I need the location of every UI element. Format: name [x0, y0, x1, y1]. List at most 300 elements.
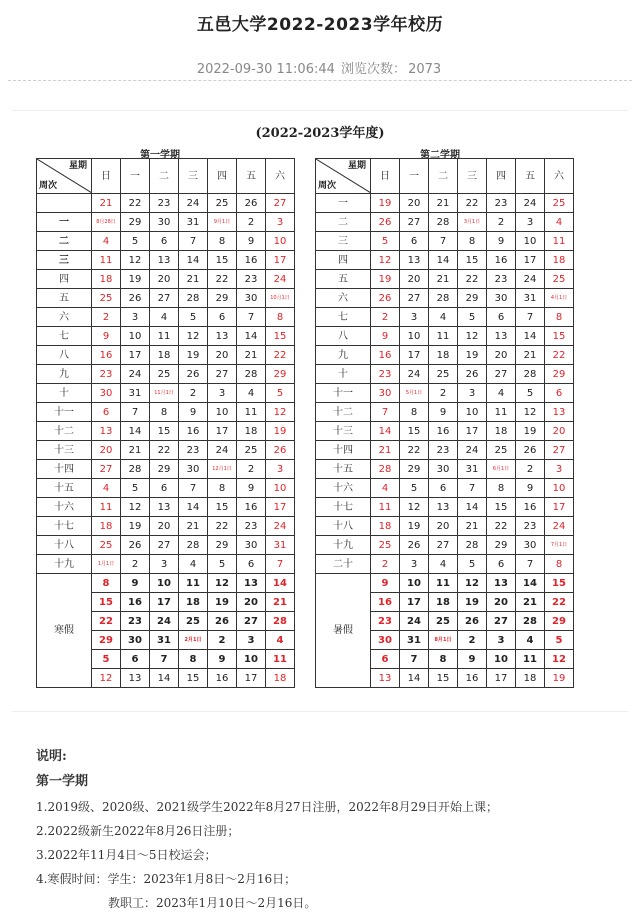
day-cell: 7 — [179, 479, 208, 498]
day-cell: 22 — [545, 593, 574, 612]
week-number: 一 — [316, 194, 371, 213]
day-cell: 24 — [516, 194, 545, 213]
week-row — [316, 384, 574, 403]
corner-weekday-label: 星期 — [68, 161, 87, 171]
day-cell: 3 — [237, 631, 266, 650]
notes-sem1-heading: 第一学期 — [36, 774, 89, 789]
week-row — [37, 441, 295, 460]
day-cell: 9 — [92, 327, 121, 346]
day-cell: 15 — [150, 422, 179, 441]
note-item-continued: 教职工：2023年1月10日～2月16日。 — [108, 896, 317, 910]
week-number: 十七 — [37, 517, 92, 536]
day-cell: 7 — [121, 403, 150, 422]
day-cell: 21 — [458, 517, 487, 536]
day-cell: 7 — [516, 308, 545, 327]
day-cell: 4 — [92, 232, 121, 251]
week-row — [37, 574, 295, 593]
day-cell: 19 — [458, 346, 487, 365]
day-cell: 2 — [208, 631, 237, 650]
week-number: 十九 — [316, 536, 371, 555]
day-cell: 7月1日 — [545, 536, 574, 555]
day-cell: 9 — [371, 574, 400, 593]
day-cell: 29 — [150, 460, 179, 479]
week-number: 五 — [37, 289, 92, 308]
day-cell: 10 — [458, 403, 487, 422]
day-cell: 19 — [400, 517, 429, 536]
day-cell: 3 — [266, 460, 295, 479]
day-cell: 6 — [208, 308, 237, 327]
week-row — [37, 194, 295, 213]
day-cell: 6 — [371, 650, 400, 669]
day-cell: 29 — [92, 631, 121, 650]
day-cell: 4 — [545, 213, 574, 232]
day-cell: 29 — [545, 365, 574, 384]
day-cell: 19 — [179, 346, 208, 365]
day-cell: 3 — [150, 555, 179, 574]
academic-year-title: (2022-2023学年度) — [255, 126, 385, 141]
day-cell: 18 — [487, 422, 516, 441]
day-cell: 2 — [92, 308, 121, 327]
day-cell: 27 — [487, 612, 516, 631]
day-cell: 6 — [150, 232, 179, 251]
day-cell: 19 — [516, 422, 545, 441]
day-cell: 16 — [121, 593, 150, 612]
day-cell: 13 — [487, 574, 516, 593]
week-row — [37, 289, 295, 308]
day-cell: 13 — [121, 669, 150, 688]
day-cell: 15 — [92, 593, 121, 612]
day-cell: 13 — [545, 403, 574, 422]
day-cell: 7 — [516, 555, 545, 574]
day-cell: 23 — [371, 612, 400, 631]
day-cell: 29 — [458, 289, 487, 308]
week-number: 三 — [37, 251, 92, 270]
day-cell: 20 — [400, 270, 429, 289]
day-cell: 12 — [458, 327, 487, 346]
day-cell: 2 — [237, 213, 266, 232]
day-cell: 5 — [208, 555, 237, 574]
day-cell: 26 — [371, 213, 400, 232]
day-cell: 5 — [458, 555, 487, 574]
day-cell: 6 — [121, 650, 150, 669]
week-number: 十一 — [37, 403, 92, 422]
weekday-header: 一 — [121, 159, 150, 194]
week-row — [37, 251, 295, 270]
day-cell: 5 — [266, 384, 295, 403]
day-cell: 27 — [150, 289, 179, 308]
day-cell: 11 — [545, 232, 574, 251]
day-cell: 12 — [121, 251, 150, 270]
day-cell: 4 — [150, 308, 179, 327]
day-cell: 30 — [237, 289, 266, 308]
week-row — [37, 403, 295, 422]
day-cell: 28 — [121, 460, 150, 479]
week-number: 十六 — [316, 479, 371, 498]
week-number: 十四 — [37, 460, 92, 479]
day-cell: 28 — [179, 289, 208, 308]
day-cell: 26 — [516, 441, 545, 460]
day-cell: 18 — [429, 346, 458, 365]
day-cell: 8 — [92, 574, 121, 593]
week-row — [316, 251, 574, 270]
day-cell: 14 — [516, 327, 545, 346]
day-cell: 25 — [92, 289, 121, 308]
week-number: 四 — [316, 251, 371, 270]
day-cell: 6 — [150, 479, 179, 498]
day-cell: 23 — [150, 194, 179, 213]
day-cell: 3 — [400, 555, 429, 574]
day-cell: 4 — [237, 384, 266, 403]
day-cell: 12 — [179, 327, 208, 346]
header-corner — [37, 159, 92, 194]
day-cell: 31 — [516, 289, 545, 308]
day-cell: 13 — [208, 327, 237, 346]
day-cell: 15 — [266, 327, 295, 346]
day-cell: 7 — [371, 403, 400, 422]
day-cell: 13 — [487, 327, 516, 346]
day-cell: 26 — [266, 441, 295, 460]
day-cell: 16 — [237, 251, 266, 270]
day-cell: 4 — [92, 479, 121, 498]
day-cell: 17 — [237, 669, 266, 688]
day-cell: 11月1日 — [150, 384, 179, 403]
day-cell: 8 — [150, 403, 179, 422]
day-cell: 7 — [266, 555, 295, 574]
day-cell: 17 — [487, 669, 516, 688]
day-cell: 6 — [487, 555, 516, 574]
day-cell: 29 — [545, 612, 574, 631]
day-cell: 22 — [92, 612, 121, 631]
day-cell: 12 — [516, 403, 545, 422]
week-number: 十八 — [37, 536, 92, 555]
vacation-label: 寒假 — [37, 574, 92, 688]
note-item: 1.2019级、2020级、2021级学生2022年8月27日注册，2022年8月29日开始上课； — [36, 800, 498, 814]
day-cell: 23 — [429, 441, 458, 460]
day-cell: 4 — [429, 555, 458, 574]
day-cell: 16 — [429, 422, 458, 441]
day-cell: 23 — [121, 612, 150, 631]
day-cell: 15 — [545, 574, 574, 593]
day-cell: 12 — [121, 498, 150, 517]
week-row — [316, 232, 574, 251]
day-cell: 13 — [237, 574, 266, 593]
day-cell: 4 — [516, 631, 545, 650]
week-row — [37, 270, 295, 289]
day-cell: 8月28日 — [92, 213, 121, 232]
week-row — [316, 517, 574, 536]
day-cell: 18 — [266, 669, 295, 688]
day-cell: 21 — [429, 270, 458, 289]
day-cell: 17 — [121, 346, 150, 365]
week-number: 五 — [316, 270, 371, 289]
day-cell: 27 — [400, 289, 429, 308]
day-cell: 8 — [208, 479, 237, 498]
day-cell: 21 — [429, 194, 458, 213]
week-row — [37, 213, 295, 232]
week-row — [316, 365, 574, 384]
day-cell: 24 — [266, 517, 295, 536]
day-cell: 22 — [458, 270, 487, 289]
weekday-header: 日 — [92, 159, 121, 194]
day-cell: 8 — [429, 650, 458, 669]
week-row — [37, 536, 295, 555]
week-number: 八 — [37, 346, 92, 365]
week-row — [316, 441, 574, 460]
day-cell: 2 — [371, 308, 400, 327]
day-cell: 17 — [516, 251, 545, 270]
weekday-header: 四 — [208, 159, 237, 194]
day-cell: 27 — [266, 194, 295, 213]
semester-2-table — [315, 158, 574, 688]
day-cell: 13 — [429, 498, 458, 517]
day-cell: 14 — [179, 251, 208, 270]
day-cell: 19 — [121, 517, 150, 536]
day-cell: 2 — [371, 555, 400, 574]
day-cell: 12月1日 — [208, 460, 237, 479]
day-cell: 8 — [458, 232, 487, 251]
day-cell: 24 — [458, 441, 487, 460]
week-row — [37, 555, 295, 574]
day-cell: 9 — [458, 650, 487, 669]
day-cell: 9 — [487, 232, 516, 251]
week-number: 二十 — [316, 555, 371, 574]
day-cell: 12 — [208, 574, 237, 593]
day-cell: 11 — [150, 327, 179, 346]
day-cell: 24 — [545, 517, 574, 536]
day-cell: 28 — [371, 460, 400, 479]
day-cell: 19 — [208, 593, 237, 612]
day-cell: 27 — [237, 612, 266, 631]
week-number: 十八 — [316, 517, 371, 536]
day-cell: 5 — [121, 232, 150, 251]
day-cell: 18 — [371, 517, 400, 536]
day-cell: 2 — [516, 460, 545, 479]
day-cell: 24 — [266, 270, 295, 289]
day-cell: 16 — [371, 593, 400, 612]
day-cell: 28 — [429, 213, 458, 232]
week-number: 四 — [37, 270, 92, 289]
day-cell: 19 — [121, 270, 150, 289]
day-cell: 9月1日 — [208, 213, 237, 232]
page-title: 五邑大学2022-2023学年校历 — [196, 15, 444, 35]
week-number: 十 — [37, 384, 92, 403]
day-cell: 9 — [371, 327, 400, 346]
weekday-header: 四 — [487, 159, 516, 194]
day-cell: 20 — [92, 441, 121, 460]
day-cell: 25 — [545, 194, 574, 213]
day-cell: 12 — [545, 650, 574, 669]
week-number — [37, 194, 92, 213]
day-cell: 26 — [458, 365, 487, 384]
day-cell: 24 — [400, 365, 429, 384]
day-cell: 26 — [208, 612, 237, 631]
week-row — [316, 289, 574, 308]
day-cell: 8 — [208, 232, 237, 251]
views-count: 2073 — [408, 62, 442, 77]
note-item: 2.2022级新生2022年8月26日注册； — [36, 824, 240, 838]
semester-1-table — [36, 158, 295, 688]
week-row — [37, 384, 295, 403]
day-cell: 8 — [400, 403, 429, 422]
day-cell: 22 — [150, 441, 179, 460]
week-row — [37, 517, 295, 536]
day-cell: 11 — [179, 574, 208, 593]
day-cell: 12 — [400, 498, 429, 517]
week-row — [316, 270, 574, 289]
day-cell: 14 — [400, 669, 429, 688]
day-cell: 10 — [237, 650, 266, 669]
note-item: 4.寒假时间：学生：2023年1月8日～2月16日； — [36, 872, 297, 886]
week-row — [37, 498, 295, 517]
day-cell: 6 — [400, 232, 429, 251]
day-cell: 26 — [121, 536, 150, 555]
day-cell: 20 — [400, 194, 429, 213]
week-row — [37, 460, 295, 479]
week-row — [37, 327, 295, 346]
day-cell: 22 — [400, 441, 429, 460]
day-cell: 12 — [266, 403, 295, 422]
week-row — [316, 460, 574, 479]
day-cell: 2 — [237, 460, 266, 479]
day-cell: 28 — [458, 536, 487, 555]
day-cell: 8 — [266, 308, 295, 327]
day-cell: 2月1日 — [179, 631, 208, 650]
day-cell: 6月1日 — [487, 460, 516, 479]
day-cell: 13 — [400, 251, 429, 270]
week-number: 十五 — [316, 460, 371, 479]
weekday-header: 二 — [150, 159, 179, 194]
day-cell: 15 — [208, 498, 237, 517]
day-cell: 21 — [516, 593, 545, 612]
day-cell: 28 — [516, 365, 545, 384]
day-cell: 11 — [429, 574, 458, 593]
day-cell: 13 — [371, 669, 400, 688]
day-cell: 31 — [458, 460, 487, 479]
day-cell: 5 — [545, 631, 574, 650]
weekday-header: 一 — [400, 159, 429, 194]
corner-week-label: 周次 — [39, 181, 58, 191]
day-cell: 10 — [121, 327, 150, 346]
day-cell: 27 — [429, 536, 458, 555]
day-cell: 26 — [179, 365, 208, 384]
day-cell: 11 — [92, 498, 121, 517]
day-cell: 9 — [237, 232, 266, 251]
day-cell: 16 — [237, 498, 266, 517]
semester-2-label: 第二学期 — [420, 150, 460, 161]
day-cell: 18 — [237, 422, 266, 441]
week-row — [37, 479, 295, 498]
day-cell: 11 — [237, 403, 266, 422]
day-cell: 8 — [179, 650, 208, 669]
week-row — [37, 365, 295, 384]
day-cell: 26 — [237, 194, 266, 213]
day-cell: 15 — [208, 251, 237, 270]
day-cell: 14 — [516, 574, 545, 593]
week-row — [316, 346, 574, 365]
day-cell: 22 — [266, 346, 295, 365]
day-cell: 4 — [429, 308, 458, 327]
day-cell: 30 — [516, 536, 545, 555]
day-cell: 25 — [429, 365, 458, 384]
day-cell: 20 — [208, 346, 237, 365]
weekday-header: 二 — [429, 159, 458, 194]
day-cell: 14 — [266, 574, 295, 593]
weekday-header: 五 — [237, 159, 266, 194]
day-cell: 17 — [208, 422, 237, 441]
day-cell: 15 — [429, 669, 458, 688]
day-cell: 9 — [429, 403, 458, 422]
day-cell: 14 — [371, 422, 400, 441]
day-cell: 10 — [400, 574, 429, 593]
day-cell: 24 — [400, 612, 429, 631]
day-cell: 14 — [458, 498, 487, 517]
day-cell: 7 — [458, 479, 487, 498]
day-cell: 27 — [400, 213, 429, 232]
day-cell: 15 — [458, 251, 487, 270]
day-cell: 9 — [179, 403, 208, 422]
day-cell: 24 — [208, 441, 237, 460]
day-cell: 22 — [121, 194, 150, 213]
day-cell: 23 — [92, 365, 121, 384]
day-cell: 16 — [371, 346, 400, 365]
day-cell: 5月1日 — [400, 384, 429, 403]
day-cell: 24 — [179, 194, 208, 213]
day-cell: 8 — [487, 479, 516, 498]
week-row — [316, 536, 574, 555]
day-cell: 29 — [400, 460, 429, 479]
day-cell: 10 — [208, 403, 237, 422]
day-cell: 13 — [150, 498, 179, 517]
day-cell: 3 — [458, 384, 487, 403]
day-cell: 23 — [371, 365, 400, 384]
week-number: 九 — [316, 346, 371, 365]
day-cell: 8月1日 — [429, 631, 458, 650]
day-cell: 20 — [150, 270, 179, 289]
day-cell: 15 — [179, 669, 208, 688]
day-cell: 14 — [429, 251, 458, 270]
day-cell: 7 — [237, 308, 266, 327]
day-cell: 22 — [208, 270, 237, 289]
day-cell: 8 — [545, 555, 574, 574]
day-cell: 2 — [429, 384, 458, 403]
day-cell: 6 — [487, 308, 516, 327]
day-cell: 18 — [516, 669, 545, 688]
day-cell: 19 — [266, 422, 295, 441]
day-cell: 5 — [92, 650, 121, 669]
day-cell: 24 — [516, 270, 545, 289]
week-row — [316, 403, 574, 422]
week-row — [316, 327, 574, 346]
day-cell: 25 — [429, 612, 458, 631]
day-cell: 2 — [179, 384, 208, 403]
day-cell: 4 — [179, 555, 208, 574]
day-cell: 16 — [458, 669, 487, 688]
day-cell: 24 — [150, 612, 179, 631]
day-cell: 3月1日 — [458, 213, 487, 232]
day-cell: 18 — [150, 346, 179, 365]
day-cell: 27 — [208, 365, 237, 384]
day-cell: 3 — [400, 308, 429, 327]
day-cell: 4 — [266, 631, 295, 650]
week-number: 一 — [37, 213, 92, 232]
post-meta — [0, 58, 640, 77]
day-cell: 3 — [121, 308, 150, 327]
day-cell: 21 — [266, 593, 295, 612]
day-cell: 13 — [92, 422, 121, 441]
week-row — [316, 498, 574, 517]
views-label: 浏览次数： — [341, 62, 407, 77]
day-cell: 26 — [371, 289, 400, 308]
